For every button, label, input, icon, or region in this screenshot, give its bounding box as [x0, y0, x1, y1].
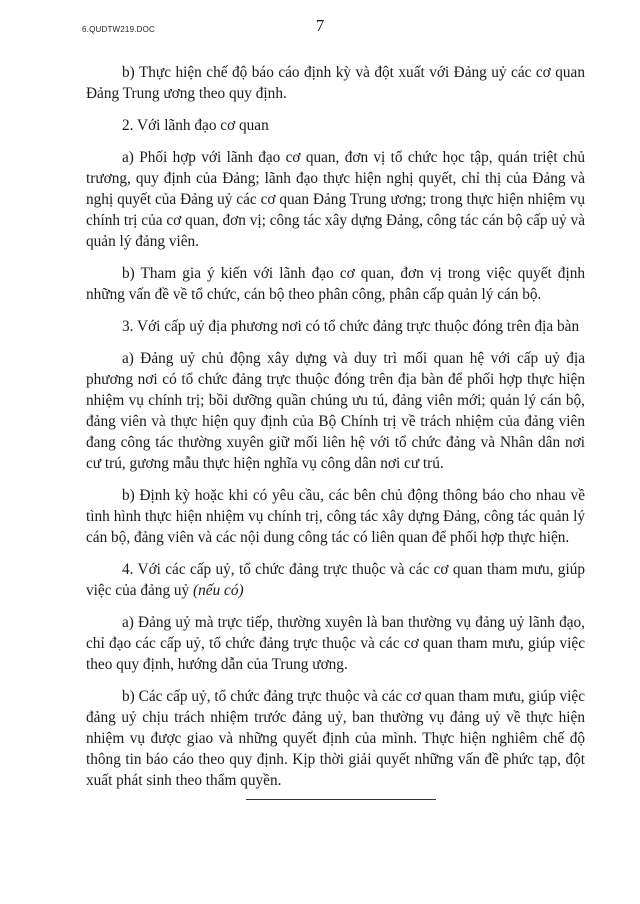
page-number: 7	[315, 16, 325, 35]
document-body	[86, 62, 585, 802]
paragraph-2a: a) Phối hợp với lãnh đạo cơ quan, đơn vị tổ chức học tập, quán triệt chủ trương, quy định của Đảng; lãnh đạo thực hiện nghị quyết, chỉ thị của Đảng và nghị quyết của Đảng uỷ các cơ quan Đảng Trung ương; trong thực hiện nhiệm vụ chính trị của cơ quan, đơn vị; công tác xây dựng Đảng, công tác cán bộ cấp uỷ và quản lý đảng viên.	[86, 149, 585, 250]
paragraph-4a: a) Đảng uỷ mà trực tiếp, thường xuyên là ban thường vụ đảng uỷ lãnh đạo, chỉ đạo các cấp uỷ, tổ chức đảng trực thuộc và các cơ quan tham mưu, giúp việc theo quy định, hướng dẫn của Trung ương.	[86, 614, 585, 673]
paragraph-2b: b) Tham gia ý kiến với lãnh đạo cơ quan, đơn vị trong việc quyết định những vấn đề về tổ chức, cán bộ theo phân công, phân cấp quản lý cán bộ.	[86, 265, 585, 303]
paragraph-4b: b) Các cấp uỷ, tổ chức đảng trực thuộc và các cơ quan tham mưu, giúp việc đảng uỷ chịu trách nhiệm trước đảng uỷ, ban thường vụ đảng uỷ về thực hiện nhiệm vụ được giao và những quyết định của mình. Thực hiện nghiêm chế độ thông tin báo cáo theo quy định. Kịp thời giải quyết những vấn đề phức tạp, đột xuất phát sinh theo thẩm quyền.	[86, 688, 585, 789]
paragraph-3b: b) Định kỳ hoặc khi có yêu cầu, các bên chủ động thông báo cho nhau về tình hình thực hiện nhiệm vụ chính trị, công tác xây dựng Đảng, công tác quản lý cán bộ, đảng viên và các nội dung công tác có liên quan để phối hợp thực hiện.	[86, 487, 585, 546]
file-tag: 6.QUDTW219.DOC	[82, 25, 156, 34]
section-heading-3: 3. Với cấp uỷ địa phương nơi có tổ chức đảng trực thuộc đóng trên địa bàn	[122, 318, 580, 335]
section-heading-2: 2. Với lãnh đạo cơ quan	[122, 117, 269, 134]
section-heading-4	[86, 559, 585, 601]
section-heading-4-text: 4. Với các cấp uỷ, tổ chức đảng trực thuộc và các cơ quan tham mưu, giúp việc của đảng uỷ	[86, 561, 585, 599]
paragraph-1b: b) Thực hiện chế độ báo cáo định kỳ và đột xuất với Đảng uỷ các cơ quan Đảng Trung ương theo quy định.	[86, 64, 585, 102]
paragraph-3a: a) Đảng uỷ chủ động xây dựng và duy trì mối quan hệ với cấp uỷ địa phương nơi có tổ chức đảng trực thuộc đóng trên địa bàn để phối hợp thực hiện nhiệm vụ chính trị; bồi dưỡng quần chúng ưu tú, đảng viên mới; quản lý cán bộ, đảng viên và thực hiện quy định của Bộ Chính trị về trách nhiệm của đảng viên đang công tác thường xuyên giữ mối liên hệ với tổ chức đảng và Nhân dân nơi cư trú, gương mẫu thực hiện nghĩa vụ công dân nơi cư trú.	[86, 350, 585, 472]
section-heading-4-note: (nếu có)	[193, 582, 244, 599]
end-divider	[246, 799, 436, 800]
